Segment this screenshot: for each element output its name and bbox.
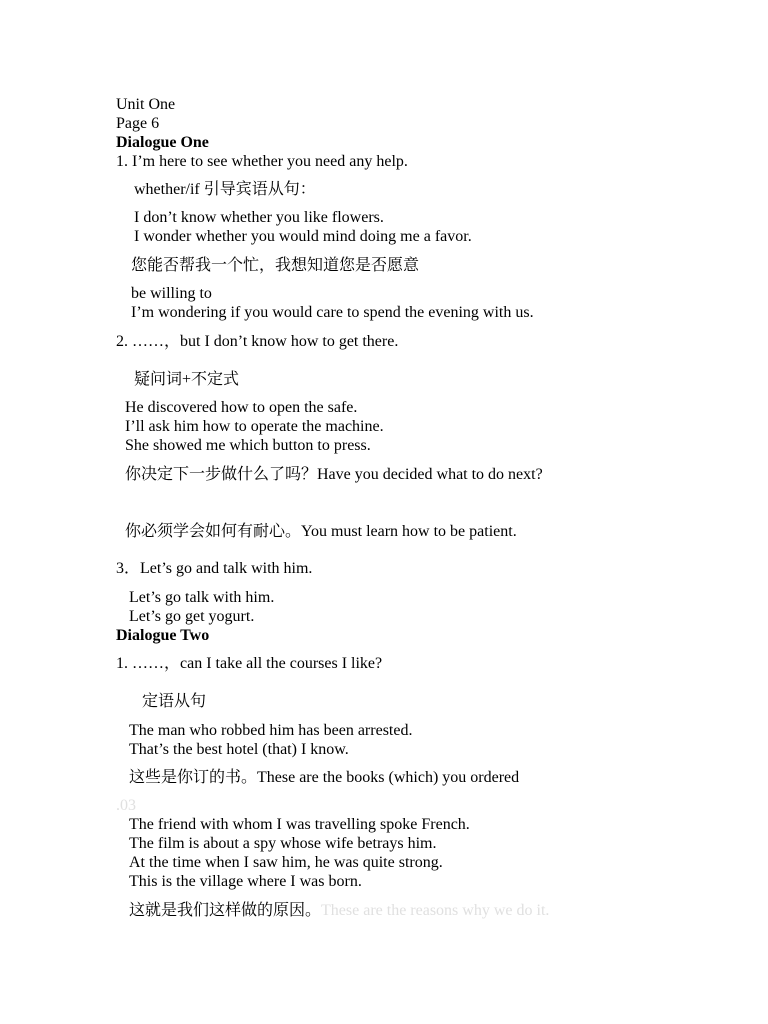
example-sentence: Let’s go get yogurt.: [129, 608, 255, 625]
dialogue-one-note-1: whether/if 引导宾语从句：: [134, 181, 316, 198]
example-sentence: [129, 901, 549, 920]
faint-number: .03: [116, 797, 136, 814]
example-sentence: 你必须学会如何有耐心。You must learn how to be patient.: [125, 523, 517, 540]
example-sentence: The film is about a spy whose wife betrays him.: [129, 835, 437, 852]
example-sentence: Let’s go talk with him.: [129, 589, 275, 606]
dialogue-one-item-1: 1. I’m here to see whether you need any help.: [116, 153, 408, 170]
example-english-faint: These are the reasons why we do it.: [321, 902, 550, 919]
page-number: Page 6: [116, 115, 160, 132]
example-sentence: He discovered how to open the safe.: [125, 399, 358, 416]
example-sentence: I’m wondering if you would care to spend the evening with us.: [131, 304, 534, 321]
example-sentence: At the time when I saw him, he was quite strong.: [129, 854, 443, 871]
dialogue-one-item-3: 3．Let’s go and talk with him.: [116, 560, 313, 577]
example-sentence: I wonder whether you would mind doing me a favor.: [134, 228, 472, 245]
dialogue-one-note-3: 疑问词+不定式: [134, 371, 240, 388]
example-sentence: That’s the best hotel (that) I know.: [129, 741, 349, 758]
dialogue-two-item-1: 1. ……，can I take all the courses I like?: [116, 655, 383, 672]
dialogue-one-title: Dialogue One: [116, 134, 209, 151]
example-sentence: The man who robbed him has been arrested.: [129, 722, 413, 739]
example-sentence: be willing to: [131, 285, 212, 302]
dialogue-one-note-2: 您能否帮我一个忙，我想知道您是否愿意: [131, 257, 420, 274]
dialogue-two-title: Dialogue Two: [116, 627, 210, 644]
example-sentence: 你决定下一步做什么了吗？Have you decided what to do next?: [125, 466, 543, 483]
example-sentence: She showed me which button to press.: [125, 437, 371, 454]
unit-heading: Unit One: [116, 96, 176, 113]
dialogue-two-note-1: 定语从句: [142, 693, 207, 710]
example-sentence: 这些是你订的书。These are the books (which) you ordered: [129, 769, 520, 786]
dialogue-one-item-2: 2. ……，but I don’t know how to get there.: [116, 333, 399, 350]
example-sentence: This is the village where I was born.: [129, 873, 362, 890]
example-chinese: 这就是我们这样做的原因。: [129, 902, 322, 919]
example-sentence: I don’t know whether you like flowers.: [134, 209, 384, 226]
example-sentence: I’ll ask him how to operate the machine.: [125, 418, 384, 435]
example-sentence: The friend with whom I was travelling spoke French.: [129, 816, 470, 833]
